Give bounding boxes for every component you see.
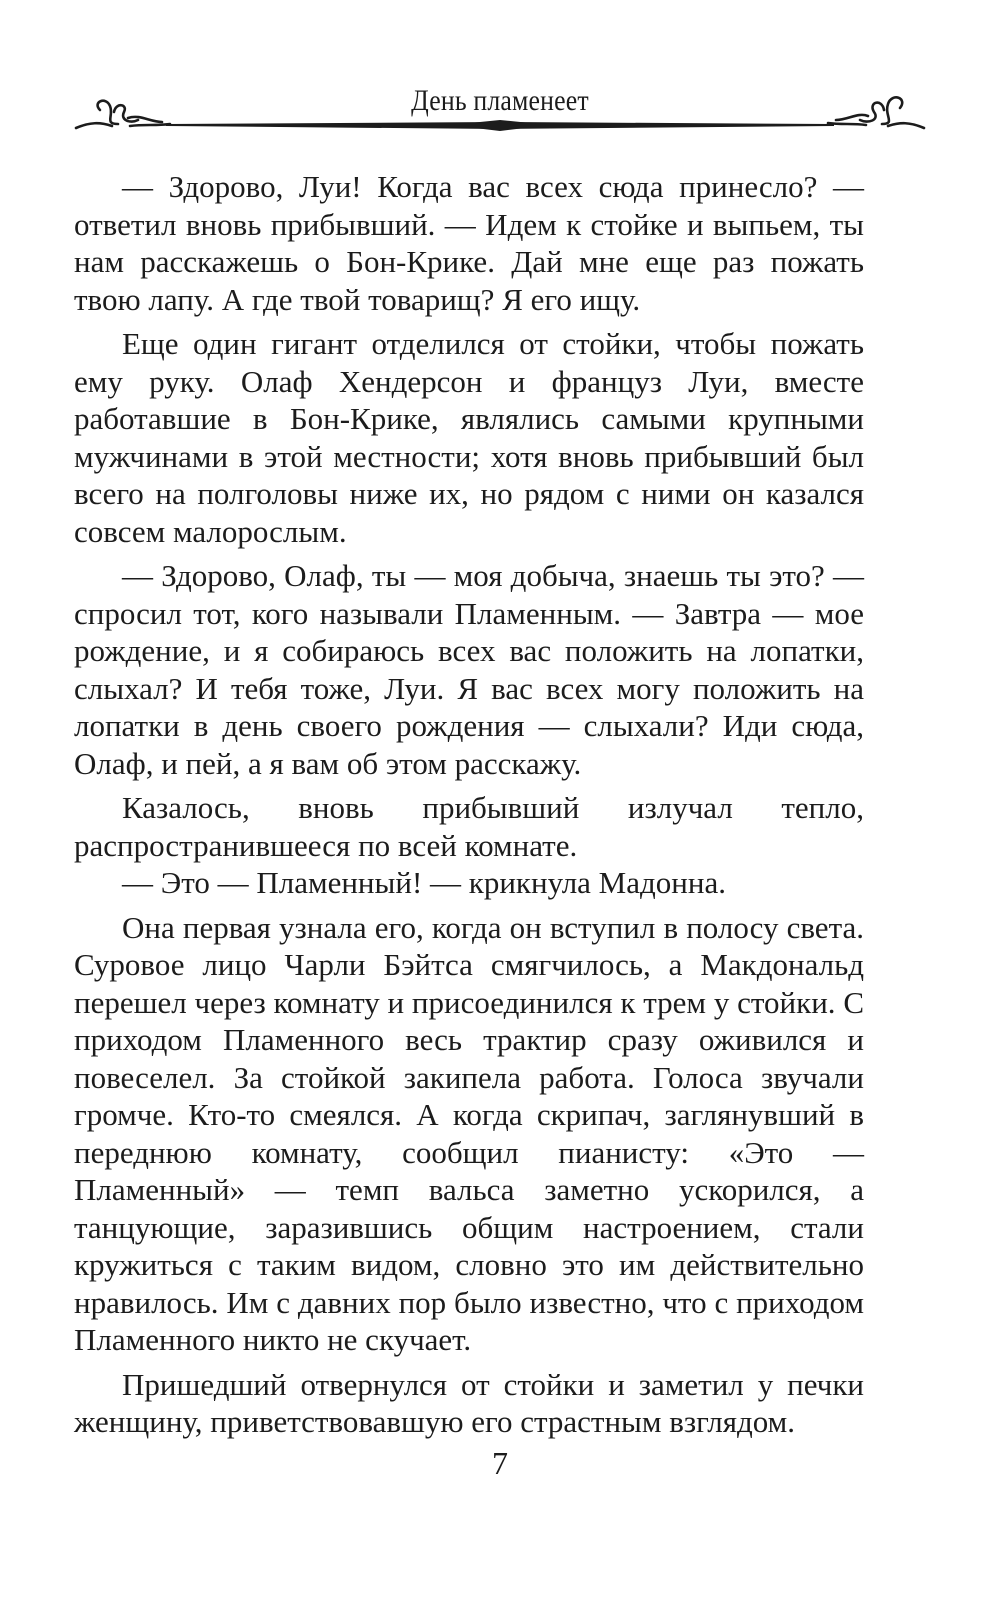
paragraph: Пришедший отвернулся от стойки и заметил у печки женщину, приветствовавшую его страстным взглядом. bbox=[74, 1366, 864, 1439]
paragraph: Она первая узнала его, когда он вступил в полосу света. Суровое лицо Чарли Бэйтса смягчилось, а Макдональд перешел через комнату и присоединился к трем у стойки. С приходом Пламенного весь трактир сразу оживился и повеселел. За стойкой закипела работа. Голоса звучали громче. Кто-то смеялся. А когда скрипач, заглянувший в переднюю комнату, сообщил пианисту: «Это — Пламенный» — темп вальса заметно ускорился, а танцующие, заразившись общим настроением, стали кружиться с таким видом, словно это им действительно нравилось. Им с давних пор было известно, что с приходом Пламенного никто не скучает. bbox=[74, 909, 864, 1357]
paragraph: Казалось, вновь прибывший излучал тепло, распространившееся по всей комнате. bbox=[74, 790, 864, 863]
paragraph: — Здорово, Олаф, ты — моя добыча, знаешь ты это? — спросил тот, кого называли Пламенным. — Завтра — мое рождение, и я собираюсь всех вас положить на лопатки, слыхал? И тебя тоже, Луи. Я вас всех могу положить на лопатки в день своего рождения — слыхали? Иди сюда, Олаф, и пей, а я вам об этом расскажу. bbox=[74, 558, 864, 781]
running-header bbox=[70, 78, 930, 148]
paragraph: Еще один гигант отделился от стойки, чтобы пожать ему руку. Олаф Хендерсон и француз Луи, вместе работавшие в Бон-Крике, являлись самыми крупными мужчинами в этой местности; хотя вновь прибывший был всего на полголовы ниже их, но рядом с ними он казался совсем малорослым. bbox=[74, 326, 864, 549]
paragraph: — Это — Пламенный! — крикнула Мадонна. bbox=[122, 865, 726, 900]
paragraph: — Здорово, Луи! Когда вас всех сюда принесло? — ответил вновь прибывший. — Идем к стойке и выпьем, ты нам расскажешь о Бон-Крике. Дай мне еще раз пожать твою лапу. А где твой товарищ? Я его ищу. bbox=[74, 169, 864, 317]
body-text bbox=[74, 168, 864, 1441]
running-title: День пламенеет bbox=[411, 84, 589, 117]
page-number: 7 bbox=[492, 1445, 508, 1481]
